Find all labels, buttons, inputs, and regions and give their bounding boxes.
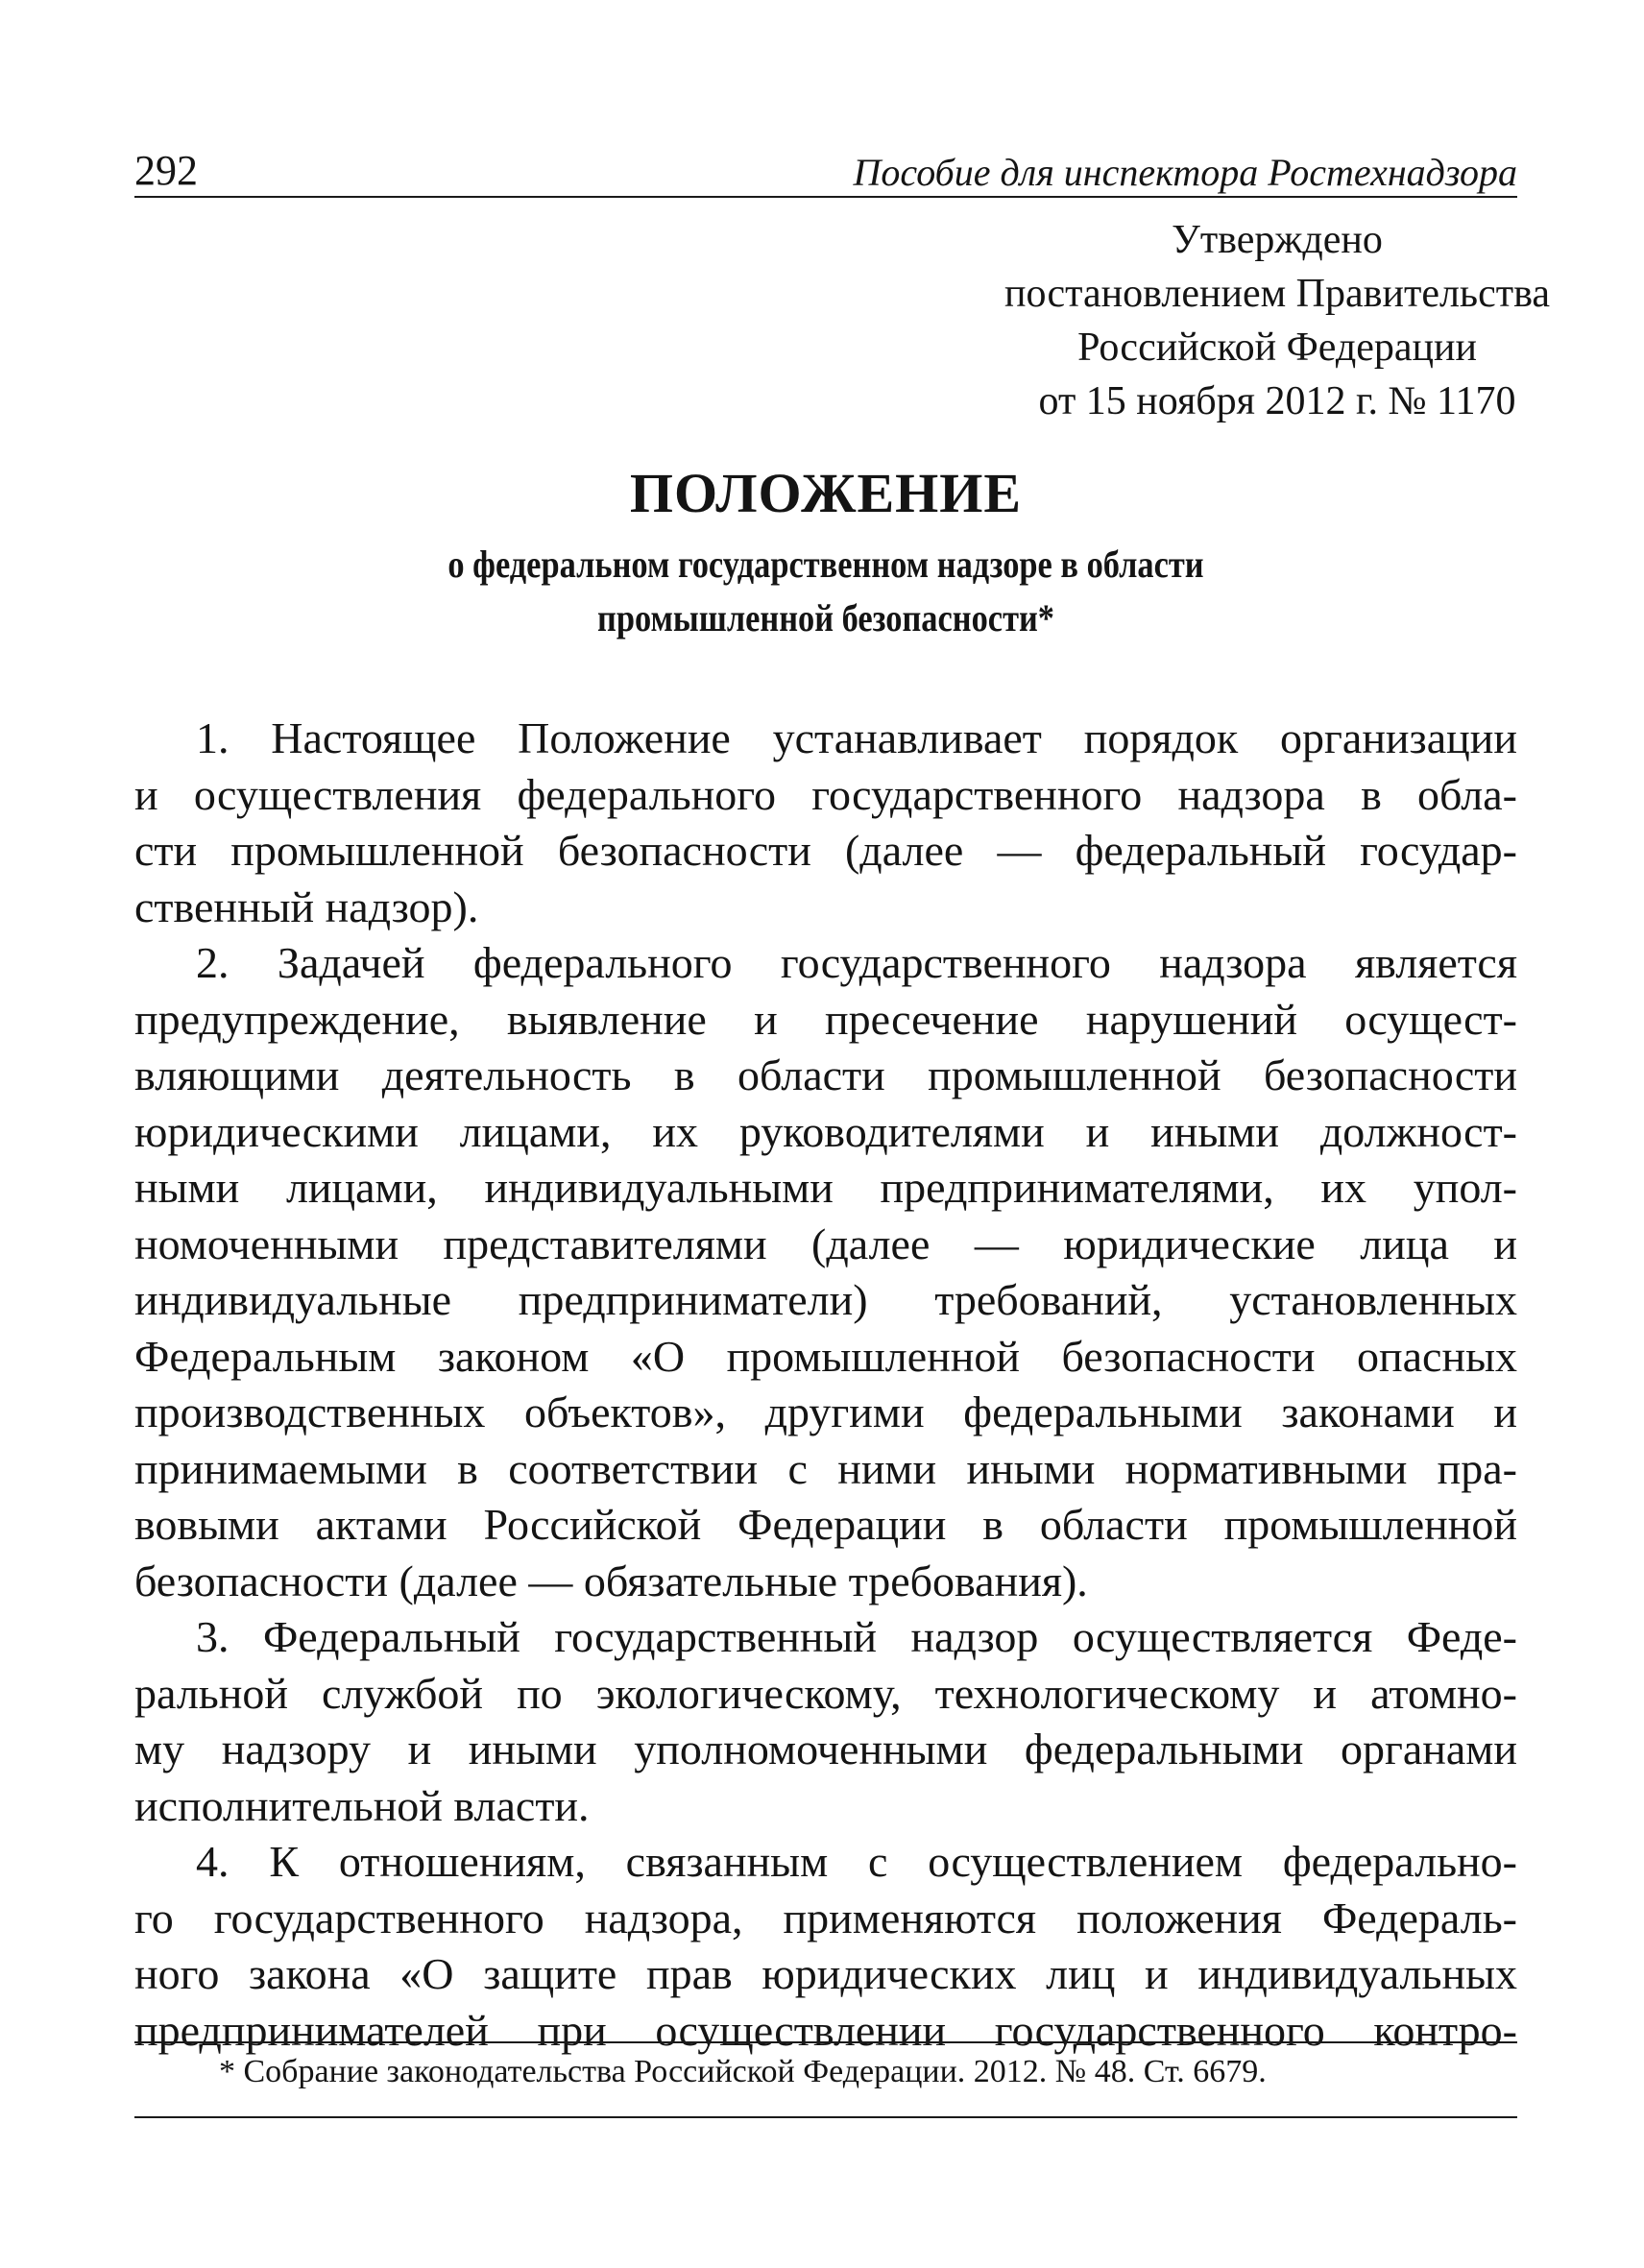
subtitle-line: о федеральном государственном надзоре в области: [447, 543, 1204, 586]
approval-line: постановлением Правительства: [1003, 272, 1550, 316]
page-number: 292: [134, 147, 198, 194]
text-line: ными лицами, индивидуальными предпринимателями, их упол-: [134, 1163, 1517, 1212]
approval-line: Утверждено: [1172, 218, 1383, 262]
text-line: вовыми актами Российской Федерации в области промышленной: [134, 1500, 1517, 1549]
approval-stamp: [883, 213, 1644, 428]
document-title: ПОЛОЖЕНИЕ: [629, 462, 1023, 524]
text-line: му надзору и иными уполномоченными федеральными органами: [134, 1725, 1517, 1773]
text-line: исполнительной власти.: [134, 1780, 590, 1830]
text-line: ственный надзор).: [134, 881, 479, 931]
document-body: [134, 711, 1517, 2059]
text-line: индивидуальные предприниматели) требований, установленных: [134, 1275, 1517, 1324]
footnote: * Собрание законодательства Российской Федерации. 2012. № 48. Ст. 6679.: [219, 2054, 1267, 2089]
text-line: го государственного надзора, применяются положения Федераль-: [134, 1893, 1517, 1942]
text-line: 4. К отношениям, связанным с осуществлением федерально-: [196, 1837, 1517, 1886]
page-header: [134, 134, 1517, 198]
approval-line: Российской Федерации: [1077, 326, 1477, 370]
paragraph-1: [134, 711, 1517, 935]
text-line: 2. Задачей федерального государственного надзора является: [196, 938, 1517, 987]
footnote-separator: [134, 2041, 1517, 2043]
text-line: вляющими деятельность в области промышленной безопасности: [134, 1050, 1517, 1099]
text-line: принимаемыми в соответствии с ними иными нормативными пра-: [134, 1443, 1517, 1493]
text-line: юридическими лицами, их руководителями и иными должност-: [134, 1106, 1517, 1156]
paragraph-4: [134, 1834, 1517, 2059]
footnote-bottom-rule: [134, 2116, 1517, 2118]
document-page: [134, 134, 1550, 2151]
text-line: ного закона «О защите прав юридических лиц и индивидуальных: [134, 1949, 1517, 1998]
paragraph-2: [134, 935, 1517, 1609]
text-line: Федеральным законом «О промышленной безопасности опасных: [134, 1331, 1517, 1381]
text-line: предпринимателей при осуществлении государственного контро-: [134, 2005, 1517, 2055]
document-subtitle: [231, 538, 1420, 645]
text-line: 3. Федеральный государственный надзор осуществляется Феде-: [196, 1612, 1517, 1661]
text-line: сти промышленной безопасности (далее — федеральный государ-: [134, 826, 1517, 875]
text-line: ральной службой по экологическому, технологическому и атомно-: [134, 1668, 1517, 1718]
text-line: предупреждение, выявление и пресечение нарушений осущест-: [134, 994, 1517, 1044]
text-line: номоченными представителями (далее — юридические лица и: [134, 1218, 1517, 1268]
text-line: 1. Настоящее Положение устанавливает порядок организации: [196, 713, 1517, 762]
subtitle-line: промышленной безопасности*: [596, 596, 1054, 639]
text-line: безопасности (далее — обязательные требования).: [134, 1556, 1088, 1605]
text-line: и осуществления федерального государственного надзора в обла-: [134, 769, 1517, 819]
running-title: Пособие для инспектора Ростехнадзора: [853, 151, 1517, 194]
paragraph-3: [134, 1609, 1517, 1834]
text-line: производственных объектов», другими федеральными законами и: [134, 1387, 1517, 1436]
approval-line: от 15 ноября 2012 г. № 1170: [1038, 379, 1516, 423]
